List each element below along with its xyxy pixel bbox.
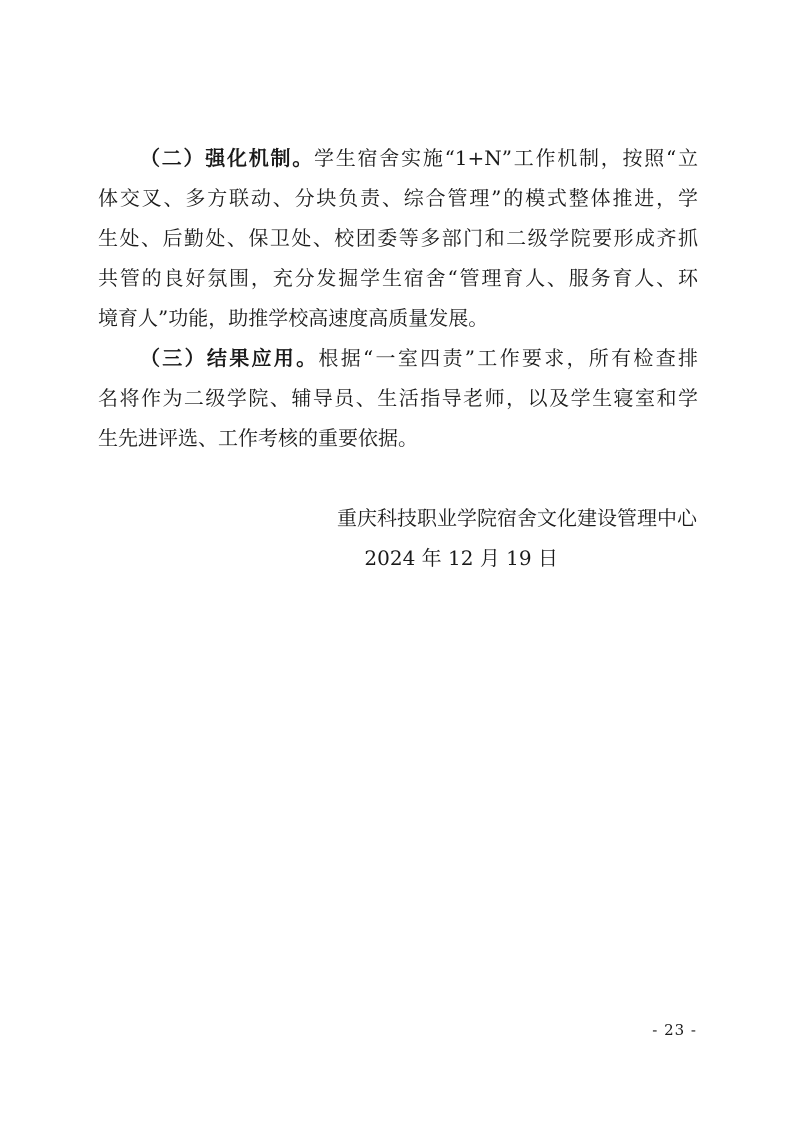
- section2-line-5: 境育人”功能，助推学校高速度高质量发展。: [98, 306, 489, 330]
- signature-organization: 重庆科技职业学院宿舍文化建设管理中心: [337, 506, 697, 530]
- section2-line-3: 生处、后勤处、保卫处、校团委等多部门和二级学院要形成齐抓: [98, 226, 698, 250]
- section3-heading: （三）结果应用。: [140, 346, 319, 370]
- section2-line-2: 体交叉、多方联动、分块负责、综合管理”的模式整体推进，学: [98, 186, 698, 210]
- section3-line-2: 名将作为二级学院、辅导员、生活指导老师，以及学生寝室和学: [98, 386, 698, 410]
- section2-text-1: 学生宿舍实施“1+N”工作机制，按照“立: [314, 146, 699, 170]
- section3-text-1: 根据“一室四责”工作要求，所有检查排: [318, 346, 699, 370]
- section2-heading: （二）强化机制。: [140, 146, 315, 170]
- section2-line-1: [140, 138, 698, 178]
- section3-line-1: [140, 338, 698, 378]
- section2-line-4: 共管的良好氛围，充分发掘学生宿舍“管理育人、服务育人、环: [98, 266, 698, 290]
- section3-line-3: 生先进评选、工作考核的重要依据。: [98, 426, 418, 450]
- signature-date: 2024 年 12 月 19 日: [364, 546, 558, 570]
- page-number: - 23 -: [652, 1021, 697, 1039]
